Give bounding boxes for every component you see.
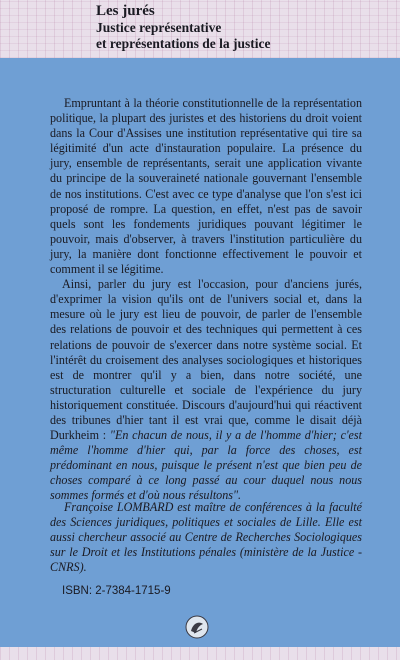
blurb-paragraph-2-text: Ainsi, parler du jury est l'occasion, pour d'anciens jurés, d'exprimer la vision qu'ils ont de l'univers social et, dans la mesure où le jury est lieu de pouvoir, de parler de l'ensemble des relations de pouvoir et des techniques qui permettent à ces relations de pouvoir de s'exercer dans notre système social. Et l'intérêt du croisement des analyses sociologiques et historiques est de montrer qu'il y a bien, dans notre société, une structuration culturelle et sociale de l'expérience du jury historiquement constituée. Discours d'aujourd'hui qui réactivent des tribunes d'hier tant il est vrai que, comme le disait déjà Durkheim :	[50, 277, 362, 443]
book-title: Les jurés	[96, 3, 155, 19]
blurb	[50, 96, 362, 504]
durkheim-quote: "En chacun de nous, il y a de l'homme d'hier; c'est même l'homme d'hier qui, par la force des choses, est prédominant en nous, puisque le présent n'est que bien peu de choses comparé à ce long passé au cour duquel nous nous sommes formés et d'où nous résultons".	[50, 428, 362, 503]
book-subtitle-line-1: Justice représentative	[96, 20, 222, 35]
isbn: ISBN: 2-7384-1715-9	[62, 585, 171, 597]
title-block	[96, 2, 396, 52]
book-subtitle-line-2: et représentations de la justice	[96, 36, 271, 51]
blurb-paragraph-2	[50, 277, 362, 503]
author-note: Françoise LOMBARD est maître de conférences à la faculté des Sciences juridiques, politiques et sociales de Lille. Elle est aussi chercheur associé au Centre de Recherches Sociologiques sur le Droit et les Institutions pénales (ministère de la Justice - CNRS).	[50, 500, 362, 575]
blurb-paragraph-1: Empruntant à la théorie constitutionnelle de la représentation politique, la plupart des juristes et des historiens du droit voient dans la Cour d'Assises une institution représentative qui tire sa légitimité d'un acte d'instauration populaire. La présence du jury, ensemble de représentants, serait une application vivante du principe de la souveraineté nationale gouvernant l'ensemble de nos institutions. C'est avec ce type d'analyse que l'on s'est ici proposé de rompre. La question, en effet, n'est pas de savoir quels sont les fondements juridiques pouvant légitimer le pouvoir, mais d'observer, à travers l'institution particulière du jury, la manière dont fonctionne effectivement le pouvoir et comment il se légitime.	[50, 96, 362, 277]
bottom-band	[0, 647, 400, 660]
publisher-logo-icon	[184, 614, 210, 640]
